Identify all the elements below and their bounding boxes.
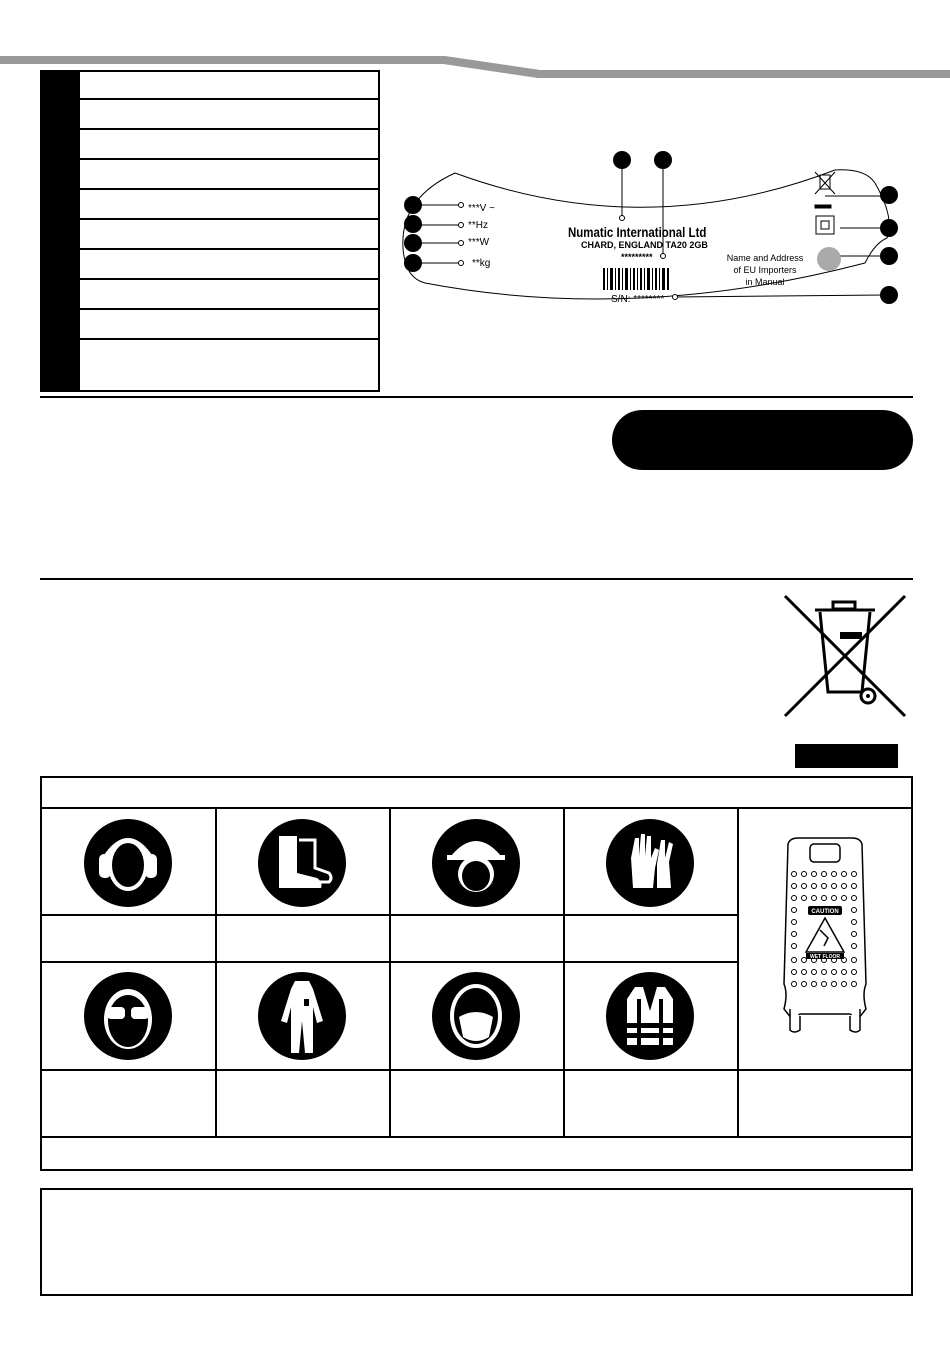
- protective-clothing-icon: [257, 971, 347, 1061]
- table-row: [40, 158, 380, 160]
- barcode-icon: [603, 268, 669, 290]
- rating-plate: [395, 148, 925, 328]
- importer-line-2: of EU Importers: [733, 265, 797, 275]
- table-rule: [40, 1136, 913, 1138]
- callout-marker: [404, 254, 422, 272]
- table-row: [40, 308, 380, 310]
- power-text: ***W: [468, 237, 490, 248]
- ear-protection-icon: [83, 818, 173, 908]
- callout-marker: [613, 151, 631, 169]
- safety-gloves-icon: [605, 818, 695, 908]
- table-border: [911, 776, 913, 1171]
- face-mask-icon: [431, 971, 521, 1061]
- table-rule: [389, 807, 391, 1138]
- wet-floor-sign-icon: [780, 834, 870, 1054]
- serial-number: S/N: ********: [611, 294, 665, 305]
- ppe-table: [40, 776, 913, 1171]
- caution-text: CAUTION: [811, 909, 839, 915]
- weee-crossed-bin-icon: [780, 592, 910, 722]
- table-row: [40, 128, 380, 130]
- table-row: [40, 278, 380, 280]
- table-row: [40, 98, 380, 100]
- notes-box: [40, 1188, 913, 1296]
- table-rule: [737, 807, 739, 1138]
- hi-vis-vest-icon: [605, 971, 695, 1061]
- hard-hat-icon: [431, 818, 521, 908]
- callout-marker: [880, 186, 898, 204]
- callout-marker: [404, 215, 422, 233]
- table-rule: [40, 1069, 913, 1071]
- callout-marker: [880, 247, 898, 265]
- frequency-text: **Hz: [468, 220, 489, 231]
- table-row: [40, 188, 380, 190]
- safety-boots-icon: [257, 818, 347, 908]
- table-row: [40, 338, 380, 340]
- code-text: *********: [621, 252, 653, 262]
- table-border: [40, 776, 913, 778]
- ce-mark-icon: [817, 247, 841, 271]
- mini-weee-icon: [815, 172, 835, 208]
- wet-floor-text: WET FLOOR: [810, 954, 840, 960]
- double-insulation-icon: [816, 216, 834, 234]
- table-row: [40, 218, 380, 220]
- eye-protection-icon: [83, 971, 173, 1061]
- table-frame: [40, 70, 380, 392]
- section-divider: [40, 396, 913, 398]
- label-key-table: [40, 70, 380, 392]
- weee-bar-symbol: [795, 744, 898, 768]
- callout-marker: [654, 151, 672, 169]
- table-row: [40, 248, 380, 250]
- company-name: Numatic International Ltd: [568, 224, 707, 240]
- importer-line-3: in Manual: [745, 277, 785, 287]
- callout-marker: [880, 286, 898, 304]
- table-rule: [215, 807, 217, 1138]
- section-heading-pill: [612, 410, 913, 470]
- weight-text: **kg: [472, 258, 491, 269]
- section-divider: [40, 578, 913, 580]
- table-rule: [563, 807, 565, 1138]
- table-border: [40, 776, 42, 1171]
- importer-line-1: Name and Address: [726, 253, 804, 263]
- callout-marker: [404, 234, 422, 252]
- voltage-text: ***V ~: [468, 203, 495, 214]
- callout-marker: [404, 196, 422, 214]
- table-rule: [40, 807, 913, 809]
- callout-marker: [880, 219, 898, 237]
- company-address: CHARD, ENGLAND TA20 2GB: [581, 240, 708, 250]
- table-border: [40, 1169, 913, 1171]
